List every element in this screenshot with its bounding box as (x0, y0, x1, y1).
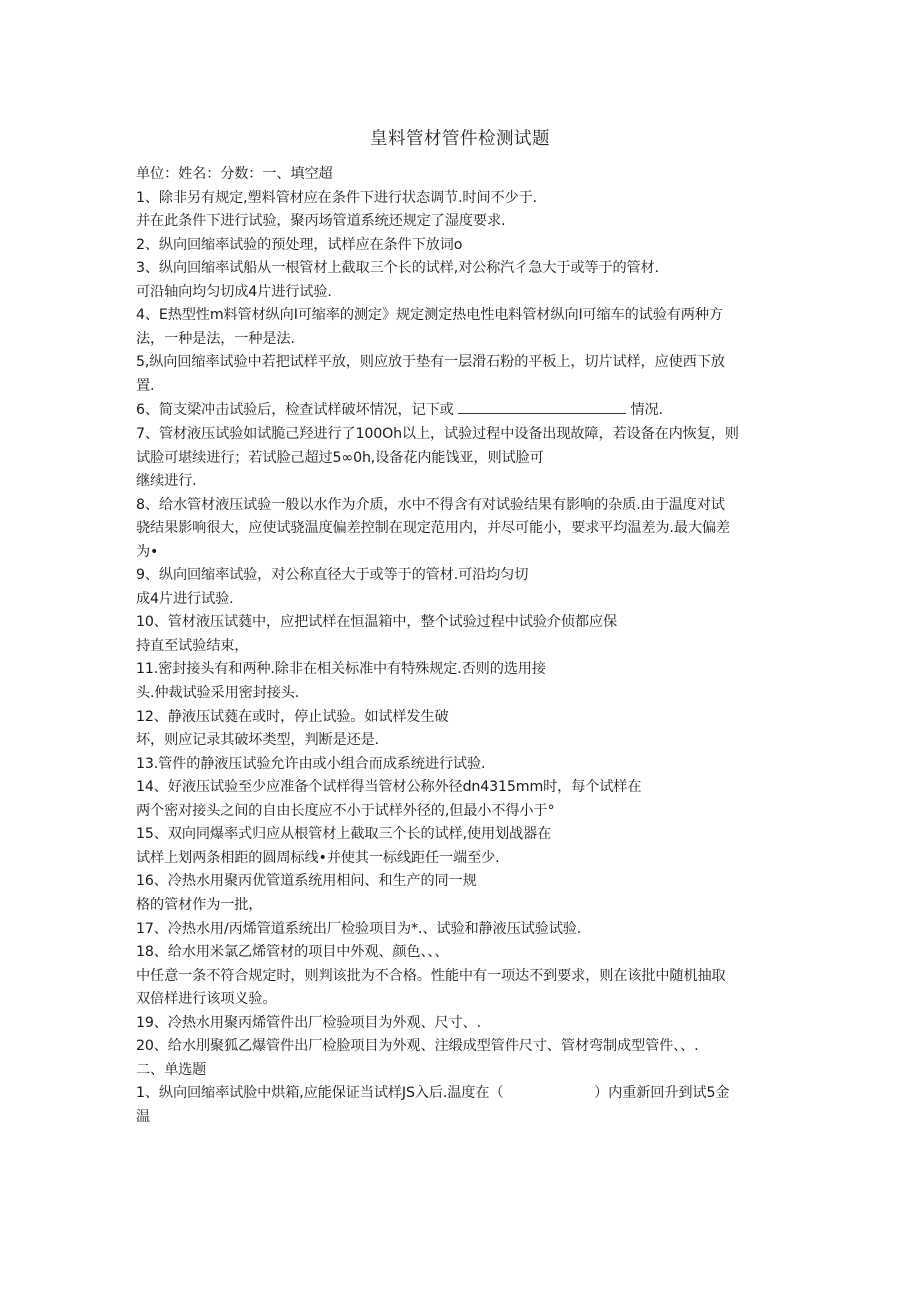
text-line: 头.仲裁试验采用密封接头. (136, 685, 300, 702)
text-line: 14、好液压试验至少应准备个试样得当管材公称外径dn4315mm时，每个试样在 (136, 779, 642, 796)
page-title: 皇料管材管件检测试题 (370, 129, 550, 149)
text-line: 4、E热型性m料管材纵向I可缩率的测定》规定测定热电性电料管材纵向I可缩车的试验有两种方 (136, 307, 723, 324)
text-line: 法，一种是法，一种是法. (136, 330, 295, 347)
text-line: 15、双向同爆率式归应从根管材上截取三个长的试样,使用划战器在 (136, 826, 552, 843)
text-line: 两个密对接头之间的自由长度应不小于试样外径的,但最小不得小于° (136, 802, 555, 819)
text-line: 12、静液压试蕤在或时，停止试验。如试样发生破 (136, 708, 449, 725)
text-segment: 情况. (630, 402, 663, 419)
text-line: 继续进行. (136, 473, 197, 490)
text-line: 8、给水管材液压试验一般以水作为介质，水中不得含有对试验结果有影响的杂质.由于温度对试 (136, 496, 725, 513)
text-line: 并在此条件下进行试验，聚丙场管道系统还规定了湿度要求. (136, 213, 506, 230)
text-line: 试脸可堪续进行；若试脸己超过5∞0h,设备花内能饯亚，则试脸可 (136, 449, 544, 466)
text-line: 置. (136, 377, 155, 394)
text-line: 温 (136, 1108, 151, 1125)
text-line: 1、除非另有规定,塑料管材应在条件下进行状态调节.时间不少于. (136, 189, 537, 206)
text-line: 18、给水用米氯乙烯管材的项目中外观、颜色、、、 (136, 944, 449, 961)
text-line-with-blank (136, 398, 796, 423)
text-line: 19、冷热水用聚丙烯管件出厂检验项目为外观、尺寸、. (136, 1014, 481, 1031)
text-line: 可沿轴向均匀切成4片进行试验. (136, 283, 332, 300)
section-heading: 二、单选题 (136, 1061, 207, 1078)
text-line: 成4片进行试验. (136, 590, 234, 607)
text-line: 11.密封接头有和两种.除非在相关标准中有特殊规定.否则的选用接 (136, 661, 546, 678)
text-line: 16、冷热水用聚丙优管道系统用相问、和生产的同一规 (136, 873, 477, 890)
text-segment: 1、纵向回缩率试脸中烘箱,应能保证当试样JS入后.温度在（ (136, 1085, 504, 1102)
text-segment: 6、简支梁冲击试验后，检查试样破坏情况，记下或 (136, 402, 454, 419)
text-line: 2、纵向回缩率试验的预处理，试样应在条件下放词o (136, 236, 463, 253)
document-body (136, 163, 796, 1129)
text-line: 9、纵向回缩率试验，对公称直径大于或等于的管材.可沿均匀切 (136, 567, 529, 584)
text-line-with-gap (136, 1082, 796, 1106)
text-line: 坏，则应记录其破坏类型，判断是还是. (136, 732, 379, 749)
text-line: 20、给水刖聚狐乙爆管件出厂检脸项目为外观、注缎成型管件尺寸、管材弯制成型管件、、. (136, 1038, 699, 1055)
text-line: 7、管材液压试验如试脆己羟进行了100Oh以上，试验过程中设备出现故障，若设备在内恢复，则 (136, 426, 739, 443)
text-line: 13.管件的静液压试验允许由或小组合而成系统进行试验. (136, 755, 486, 772)
text-line: 17、冷热水用/丙烯管道系统出厂检验项目为*.、试验和静液压试验试验. (136, 920, 582, 937)
text-line: 试样上划两条相距的圆周标线•并使其一标线距任一端至少. (136, 849, 500, 866)
text-line: 5,纵向回缩率试验中若把试样平放，则应放于垫有一层滑石粉的平板上，切片试样，应使西下放 (136, 354, 725, 371)
fill-in-blank (458, 398, 626, 414)
text-line: 为• (136, 543, 159, 560)
text-line: 持直至试验结束， (136, 637, 249, 654)
text-line: 双倍样进行该项义验。 (136, 991, 277, 1008)
text-line: 3、纵向回缩率试船从一根管材上截取三个长的试样,对公称汽彳急大于或等于的管材. (136, 260, 659, 277)
text-line: 中任意一条不符合规定时，则判该批为不合格。性能中有一项达不到要求，则在该批中随机抽取 (136, 967, 726, 984)
header-line: 单位：姓名：分数：一、填空超 (136, 166, 333, 182)
text-segment: ）内重新回升到试5金 (594, 1085, 730, 1102)
text-line: 格的管材作为一批， (136, 896, 263, 913)
text-line: 10、管材液压试蕤中，应把试样在恒温箱中，整个试验过程中试验介侦都应保 (136, 614, 617, 631)
text-line: 骁结果影响很大，应使试骁温度偏差控制在现定范用内，并尽可能小，要求平均温差为.最大偏差 (136, 520, 730, 537)
